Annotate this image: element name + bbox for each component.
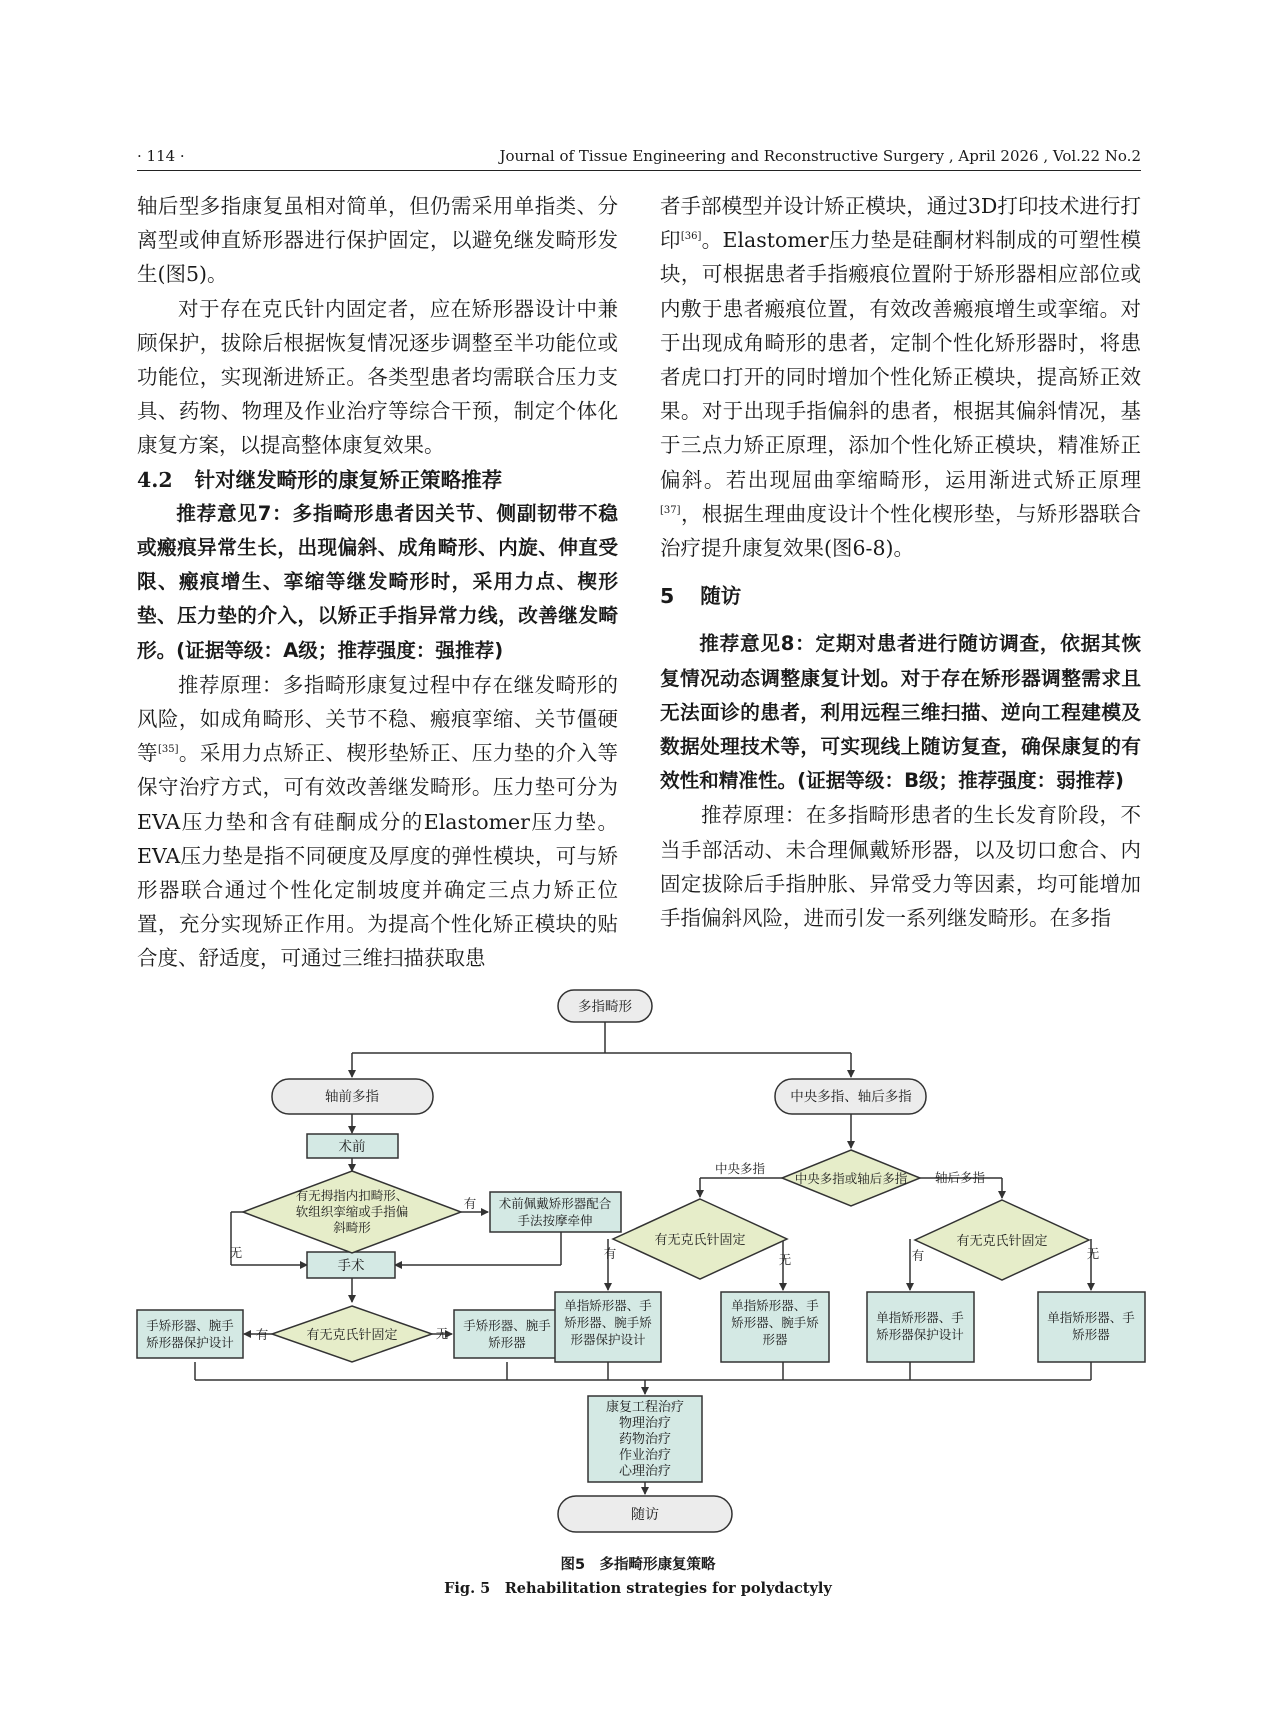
central-no-line3: 形器 xyxy=(762,1332,788,1347)
preop-ortho-line1: 术前佩戴矫形器配合 xyxy=(498,1196,612,1211)
therapy-line3: 药物治疗 xyxy=(618,1432,672,1447)
left-paragraph-1: 轴后型多指康复虽相对简单，但仍需采用单指类、分离型或伸直矫形器进行保护固定，以避免继发畸形发生(图5)。 xyxy=(137,194,618,287)
followup-label: 随访 xyxy=(631,1507,659,1523)
no-label: 无 xyxy=(435,1326,449,1341)
citation: [36] xyxy=(680,231,702,243)
q-preaxial-line3: 斜畸形 xyxy=(333,1220,371,1235)
left-paragraph-2: 对于存在克氏针内固定者，应在矫形器设计中兼顾保护，拔除后根据恢复情况逐步调整至半功能位或功能位，实现渐进矫正。各类型患者均需联合压力支具、药物、物理及作业治疗等综合干预，制定个体化康复方案，以提高整体康复效果。 xyxy=(137,296,618,458)
text-span: ，根据生理曲度设计个性化楔形垫，与矫形器联合治疗提升康复效果(图6-8)。 xyxy=(660,501,1141,561)
yes-label: 有 xyxy=(463,1196,477,1211)
citation: [37] xyxy=(660,504,681,516)
journal-header: Journal of Tissue Engineering and Reconstructive Surgery , April 2026 , Vol.22 No.2 xyxy=(499,147,1141,165)
section-title: 针对继发畸形的康复矫正策略推荐 xyxy=(194,467,503,492)
central-postaxial-label: 中央多指、轴后多指 xyxy=(790,1089,912,1105)
right-paragraph-2: 推荐原理：在多指畸形患者的生长发育阶段，不当手部活动、未合理佩戴矫形器，以及切口愈合、内固定拔除后手指肿胀、异常受力等因素，均可能增加手指偏斜风险，进而引发一系列继发畸形。在多指 xyxy=(660,803,1141,931)
central-no-line2: 矫形器、腕手矫 xyxy=(731,1315,819,1330)
section-title: 随访 xyxy=(700,584,742,609)
text-span: 。采用力点矫正、楔形垫矫正、压力垫的介入等保守治疗方式，可有效改善继发畸形。压力垫可分为EVA压力垫和含有硅酮成分的Elastomer压力垫。EVA压力垫是指不同硬度及厚度的弹性模块，可与矫形器联合通过个性化定制坡度并确定三点力矫正位置，充分实现矫正作用。为提高个性化矫正模块的贴合度、舒适度，可通过三维扫描获取患 xyxy=(137,741,619,971)
therapy-line5: 心理治疗 xyxy=(618,1464,672,1479)
therapy-line2: 物理治疗 xyxy=(618,1416,672,1431)
postaxial-branch-label: 轴后多指 xyxy=(934,1170,986,1185)
page-number: · 114 · xyxy=(137,147,185,165)
root-label: 多指畸形 xyxy=(578,999,632,1015)
post-no-line2: 矫形器 xyxy=(1072,1327,1110,1342)
central-kwire-label: 有无克氏针固定 xyxy=(654,1233,746,1248)
yes-label: 有 xyxy=(911,1248,925,1263)
central-no-line1: 单指矫形器、手 xyxy=(731,1298,819,1313)
surgery-label: 手术 xyxy=(337,1258,365,1274)
central-yes-line2: 矫形器、腕手矫 xyxy=(564,1315,652,1330)
figure-caption-en: Fig. 5 Rehabilitation strategies for polydactyly xyxy=(444,1580,832,1597)
recommendation-7: 推荐意见7：多指畸形患者因关节、侧副韧带不稳或瘢痕异常生长，出现偏斜、成角畸形、内旋、伸直受限、瘢痕增生、挛缩等继发畸形时，采用力点、楔形垫、压力垫的介入，以矫正手指异常力线，改善继发畸形。(证据等级：A级；推荐强度：强推荐) xyxy=(137,501,618,662)
central-yes-line1: 单指矫形器、手 xyxy=(564,1298,652,1313)
therapy-line1: 康复工程治疗 xyxy=(605,1400,685,1415)
post-kwire-label: 有无克氏针固定 xyxy=(956,1234,1048,1249)
section-number: 4.2 xyxy=(137,467,173,492)
preop-label: 术前 xyxy=(338,1139,366,1155)
pre-yes-line1: 手矫形器、腕手 xyxy=(146,1318,234,1333)
no-label: 无 xyxy=(1086,1246,1100,1261)
figure-caption-zh: 图5 多指畸形康复策略 xyxy=(560,1557,716,1573)
preaxial-label: 轴前多指 xyxy=(325,1089,379,1105)
q-preaxial-line2: 软组织挛缩或手指偏 xyxy=(295,1204,409,1219)
yes-label: 有 xyxy=(603,1246,617,1261)
post-yes-line1: 单指矫形器、手 xyxy=(876,1310,964,1325)
pre-kwire-label: 有无克氏针固定 xyxy=(306,1328,398,1343)
no-label: 无 xyxy=(229,1245,243,1260)
text-span: 。Elastomer压力垫是硅酮材料制成的可塑性模块，可根据患者手指瘢痕位置附于矫形器相应部位或内敷于患者瘢痕位置，有效改善瘢痕增生或挛缩。对于出现成角畸形的患者，定制个性化矫形器时，将患者虎口打开的同时增加个性化矫正模块，提高矫正效果。对于出现手指偏斜的患者，根据其偏斜情况，基于三点力矫正原理，添加个性化矫正模块，精准矫正偏斜。若出现屈曲挛缩畸形，运用渐进式矫正原理 xyxy=(660,228,1142,492)
text-span: 推荐原理：多指畸形康复过程中存在继发畸形的风险，如成角畸形、关节不稳、瘢痕挛缩、关节僵硬等 xyxy=(137,672,618,766)
section-number: 5 xyxy=(660,584,675,609)
citation: [35] xyxy=(157,744,179,756)
post-yes-line2: 矫形器保护设计 xyxy=(876,1327,964,1342)
yes-label: 有 xyxy=(255,1327,269,1342)
pre-no-line2: 矫形器 xyxy=(488,1335,526,1350)
central-post-q-label: 中央多指或轴后多指 xyxy=(794,1171,908,1186)
central-yes-line3: 形器保护设计 xyxy=(570,1332,646,1347)
pre-no-line1: 手矫形器、腕手 xyxy=(463,1318,551,1333)
text-span: 者手部模型并设计矫正模块，通过3D打印技术进行打印 xyxy=(660,194,1141,253)
pre-yes-line2: 矫形器保护设计 xyxy=(146,1335,234,1350)
recommendation-8: 推荐意见8：定期对患者进行随访调查，依据其恢复情况动态调整康复计划。对于存在矫形器调整需求且无法面诊的患者，利用远程三维扫描、逆向工程建模及数据处理技术等，可实现线上随访复查，确保康复的有效性和精准性。(证据等级：B级；推荐强度：弱推荐) xyxy=(660,632,1141,793)
central-branch-label: 中央多指 xyxy=(714,1161,766,1176)
post-no-line1: 单指矫形器、手 xyxy=(1047,1310,1135,1325)
no-label: 无 xyxy=(778,1252,792,1267)
preop-ortho-line2: 手法按摩牵伸 xyxy=(517,1213,593,1228)
therapy-line4: 作业治疗 xyxy=(618,1448,672,1463)
q-preaxial-line1: 有无拇指内扣畸形、 xyxy=(295,1188,409,1203)
